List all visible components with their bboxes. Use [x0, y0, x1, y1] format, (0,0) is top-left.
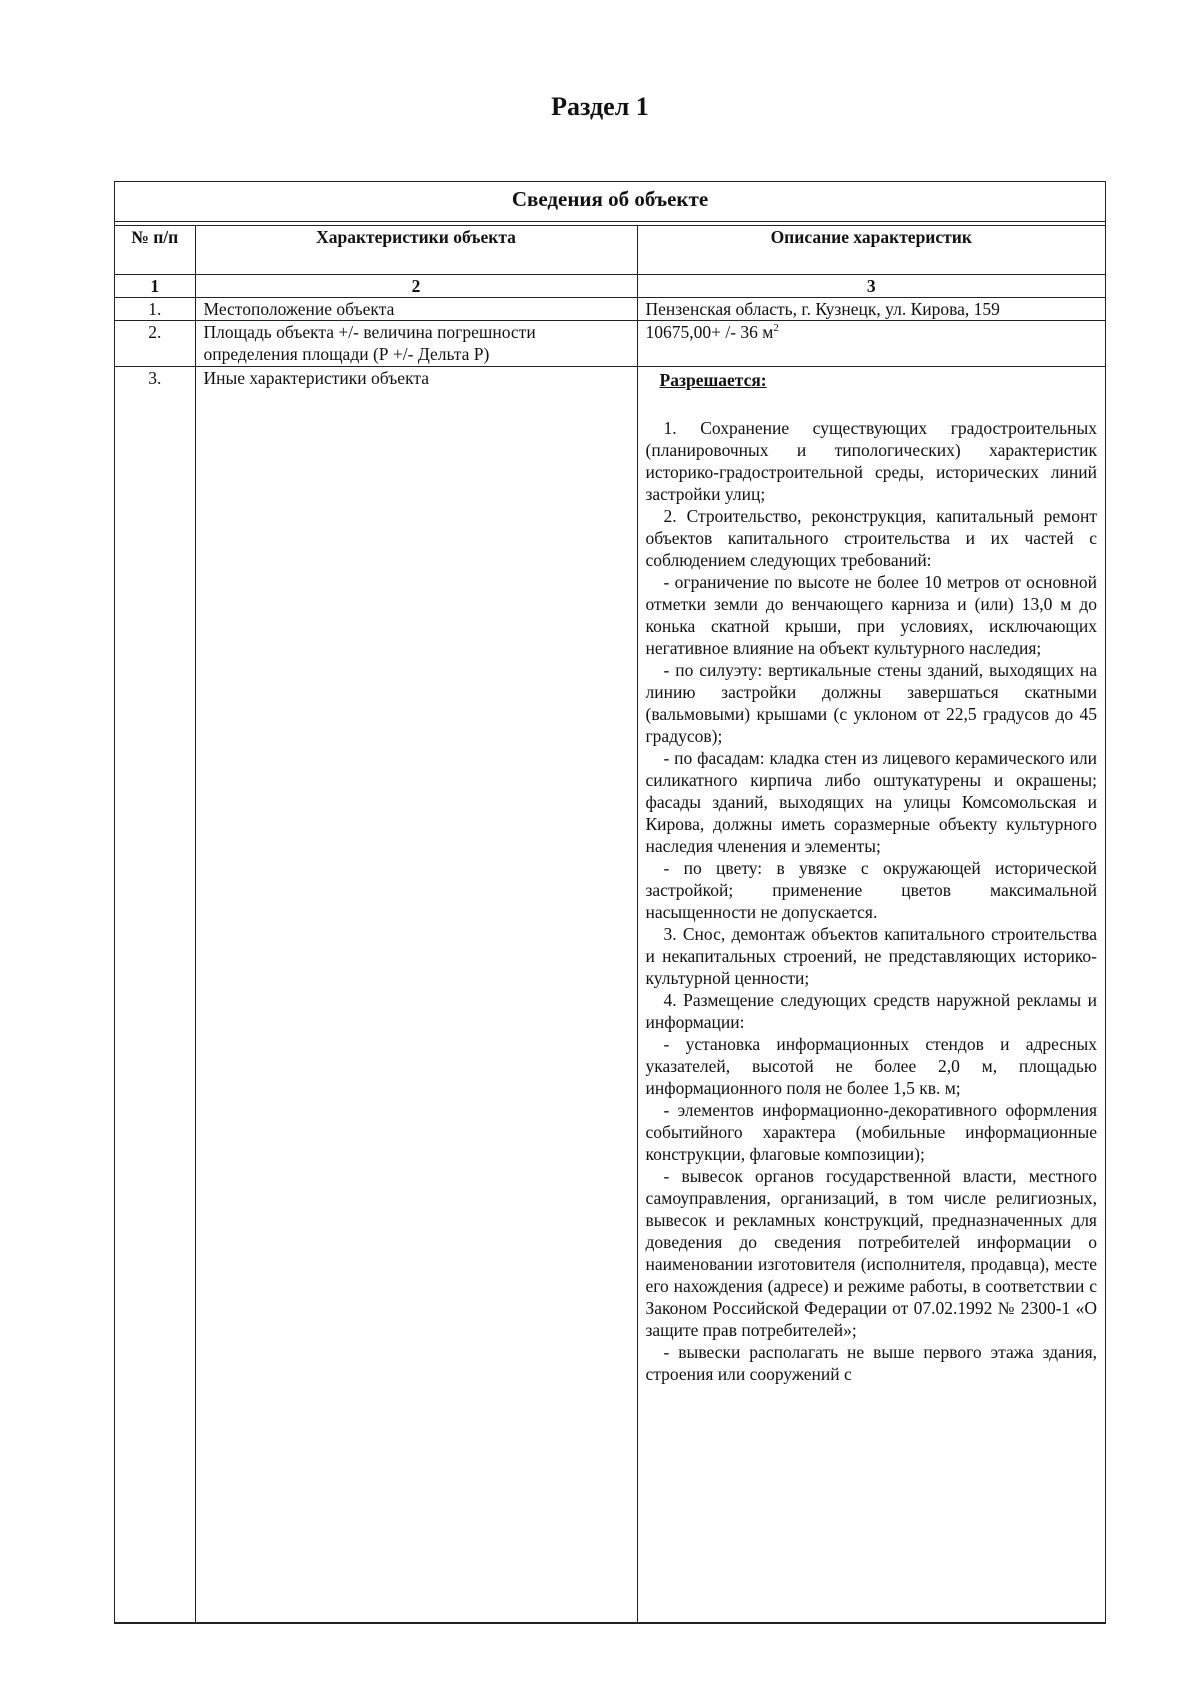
row-characteristic: Площадь объекта +/- величина погрешности определения площади (Р +/- Дельта Р) — [195, 321, 637, 367]
header-description: Описание характеристик — [637, 226, 1105, 275]
row-description — [637, 321, 1105, 367]
table-row — [115, 298, 1105, 321]
requirement-paragraph: - вывесок органов государственной власти, местного самоуправления, организаций, в том числе религиозных, вывесок и рекламных конструкций, предназначенных для доведения до сведения потребителей информации о наименовании изготовителя (исполнителя, продавца), месте его нахождения (адресе) и режиме работы, в соответствии с Законом Российской Федерации от 07.02.1992 № 2300-1 «О защите прав потребителей»; — [645, 1166, 1097, 1340]
requirement-paragraph: - по фасадам: кладка стен из лицевого керамического или силикатного кирпича либо оштукатурены и окрашены; фасады зданий, выходящих на улицы Комсомольская и Кирова, должны иметь соразмерные объекту культурного наследия членения и элементы; — [645, 748, 1097, 856]
table-caption: Сведения об объекте — [115, 182, 1105, 222]
row-description: Пензенская область, г. Кузнецк, ул. Кирова, 159 — [637, 298, 1105, 321]
header-row — [115, 226, 1105, 275]
allowed-heading: Разрешается: — [659, 370, 767, 390]
column-index-row — [115, 275, 1105, 298]
characteristics-table — [115, 226, 1105, 1623]
header-characteristic: Характеристики объекта — [195, 226, 637, 275]
row-num: 2. — [115, 321, 195, 367]
requirement-paragraph: - элементов информационно-декоративного оформления событийного характера (мобильные информационные конструкции, флаговые композиции); — [645, 1100, 1097, 1164]
row-characteristic: Местоположение объекта — [195, 298, 637, 321]
requirement-paragraph: - по силуэту: вертикальные стены зданий, выходящих на линию застройки должны завершаться скатными (вальмовыми) крышами (с уклоном от 22,5 градусов до 45 градусов); — [645, 660, 1097, 746]
requirement-paragraph: 3. Снос, демонтаж объектов капитального строительства и некапитальных строений, не представляющих историко-культурной ценности; — [645, 924, 1097, 988]
column-index-2: 2 — [195, 275, 637, 298]
requirement-paragraph: 1. Сохранение существующих градостроительных (планировочных и типологических) характеристик историко-градостроительной среды, исторических линий застройки улиц; — [645, 418, 1097, 504]
column-index-3: 3 — [637, 275, 1105, 298]
row-description-requirements — [637, 367, 1105, 1623]
requirement-paragraph: - вывески располагать не выше первого этажа здания, строения или сооружений с — [645, 1342, 1097, 1384]
object-info-table — [114, 181, 1106, 1624]
requirement-paragraph: - установка информационных стендов и адресных указателей, высотой не более 2,0 м, площадью информационного поля не более 1,5 кв. м; — [645, 1034, 1097, 1098]
area-value: 10675,00+ /- 36 м — [645, 322, 774, 342]
row-num: 1. — [115, 298, 195, 321]
area-unit-superscript: 2 — [773, 322, 779, 335]
page-title: Раздел 1 — [551, 92, 649, 121]
table-row — [115, 367, 1105, 1623]
requirement-paragraph: - ограничение по высоте не более 10 метров от основной отметки земли до венчающего карниза и (или) 13,0 м до конька скатной крыши, при условиях, исключающих негативное влияние на объект культурного наследия; — [645, 572, 1097, 658]
table-row — [115, 321, 1105, 367]
header-num: № п/п — [115, 226, 195, 275]
row-characteristic: Иные характеристики объекта — [195, 367, 637, 1623]
requirement-paragraph: 4. Размещение следующих средств наружной рекламы и информации: — [645, 990, 1097, 1032]
requirement-paragraph: 2. Строительство, реконструкция, капитальный ремонт объектов капитального строительства и их частей с соблюдением следующих требований: — [645, 506, 1097, 570]
column-index-1: 1 — [115, 275, 195, 298]
row-num: 3. — [115, 367, 195, 1623]
requirement-paragraph: - по цвету: в увязке с окружающей исторической застройкой; применение цветов максимальной насыщенности не допускается. — [645, 858, 1097, 922]
